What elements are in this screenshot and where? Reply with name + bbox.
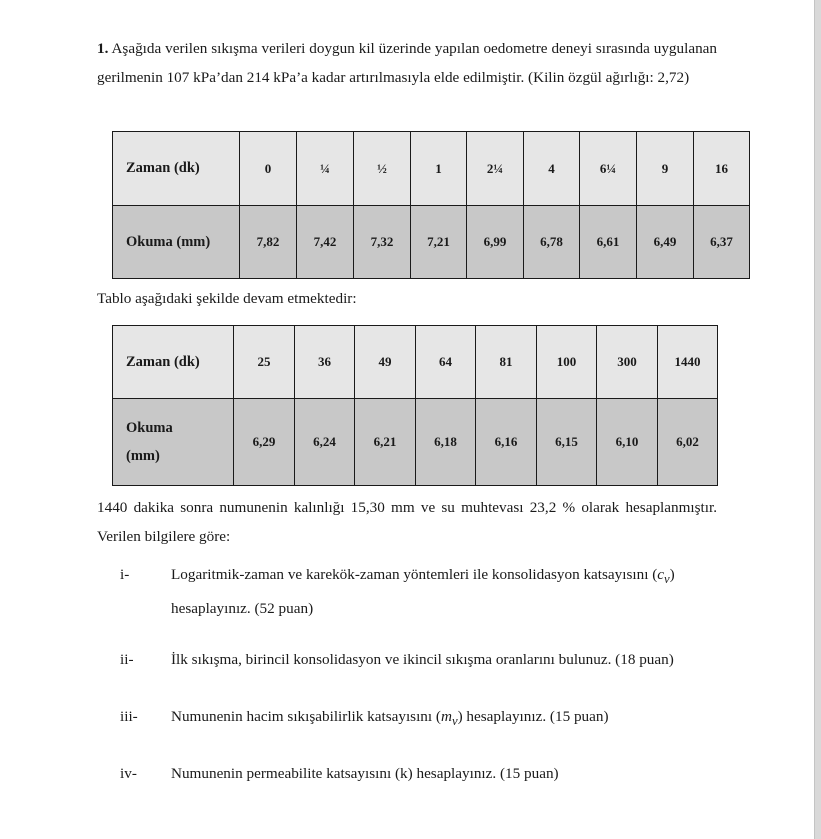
table-cell: 6,21 (355, 399, 416, 486)
reading-header-line1: Okuma (126, 420, 173, 436)
table-row (113, 206, 750, 279)
table-cell: 81 (476, 326, 537, 399)
subquestion-label: iii- (120, 708, 138, 725)
measurement-note: 1440 dakika sonra numunenin kalınlığı 15,30 mm ve su muhtevası 23,2 % olarak hesaplanmıştır. Verilen bilgilere göre: (97, 499, 717, 545)
table-header-reading: Okuma (mm) (113, 206, 240, 279)
table-cell: 49 (355, 326, 416, 399)
table-cell: ½ (354, 132, 411, 206)
data-table-2 (112, 325, 718, 486)
subquestion-label: ii- (120, 651, 134, 668)
subquestion-label: iv- (120, 765, 137, 782)
table-cell: 7,21 (411, 206, 467, 279)
table-cell: 9 (637, 132, 694, 206)
table-cell: 1 (411, 132, 467, 206)
symbol-sub: v (451, 714, 458, 729)
table-cell: 1440 (658, 326, 718, 399)
subquestion-text: Numunenin permeabilite katsayısını (k) hesaplayınız. (15 puan) (171, 765, 559, 782)
table-header-reading (113, 399, 234, 486)
subquestion-text (171, 702, 731, 736)
table-cell: 6,10 (597, 399, 658, 486)
table-cell: 36 (295, 326, 355, 399)
table-cell: 6,02 (658, 399, 718, 486)
reading-header-line2: (mm) (126, 448, 160, 464)
subquestion-text: İlk sıkışma, birincil konsolidasyon ve ikincil sıkışma oranlarını bulunuz. (18 puan) (171, 651, 674, 668)
table-header-time: Zaman (dk) (113, 326, 234, 399)
table-cell: 300 (597, 326, 658, 399)
symbol-main: c (657, 566, 665, 583)
table-cell: 6,29 (234, 399, 295, 486)
subquestion-label: i- (120, 566, 130, 583)
table-cell: 6,61 (580, 206, 637, 279)
table-cell: 6¼ (580, 132, 637, 206)
symbol-sub: v (664, 572, 670, 587)
mv-symbol (440, 708, 458, 729)
table-cell: 25 (234, 326, 295, 399)
symbol-main: m (440, 708, 452, 725)
page-edge (814, 0, 821, 839)
table-cell: 6,15 (537, 399, 597, 486)
subquestion-text (171, 560, 731, 623)
question-text: Aşağıda verilen sıkışma verileri doygun kil üzerinde yapılan oedometre deneyi sırasında uygulanan gerilmenin 107 kPa’dan 214 kPa’a kadar artırılmasıyla elde edilmiştir. (Kilin özgül ağırlığı: 2,72) (97, 40, 717, 86)
table-cell: ¼ (297, 132, 354, 206)
text-part: Numunenin hacim sıkışabilirlik katsayısını ( (171, 708, 441, 725)
table-cell: 6,16 (476, 399, 537, 486)
text-part: Logaritmik-zaman ve karekök-zaman yöntemleri ile konsolidasyon katsayısını ( (171, 566, 658, 583)
question-number: 1. (97, 40, 109, 57)
table-cell: 7,32 (354, 206, 411, 279)
table-row (113, 326, 718, 399)
table-header-time: Zaman (dk) (113, 132, 240, 206)
table-cell: 6,37 (694, 206, 750, 279)
table-cell: 6,99 (467, 206, 524, 279)
continued-note: Tablo aşağıdaki şekilde devam etmektedir: (97, 290, 357, 307)
table-cell: 7,42 (297, 206, 354, 279)
text-part: ) hesaplayınız. (15 puan) (457, 708, 609, 725)
table-cell: 16 (694, 132, 750, 206)
table-cell: 2¼ (467, 132, 524, 206)
table-cell: 64 (416, 326, 476, 399)
table-cell: 6,78 (524, 206, 580, 279)
table-cell: 6,18 (416, 399, 476, 486)
text-part: ) hesaplayınız. (52 puan) (171, 566, 675, 618)
table-cell: 6,24 (295, 399, 355, 486)
table-cell: 6,49 (637, 206, 694, 279)
cv-symbol (657, 566, 670, 587)
question-intro (97, 34, 717, 92)
table-cell: 7,82 (240, 206, 297, 279)
table-cell: 4 (524, 132, 580, 206)
data-table-1 (112, 131, 750, 279)
table-cell: 0 (240, 132, 297, 206)
table-row (113, 132, 750, 206)
table-cell: 100 (537, 326, 597, 399)
table-row (113, 399, 718, 486)
